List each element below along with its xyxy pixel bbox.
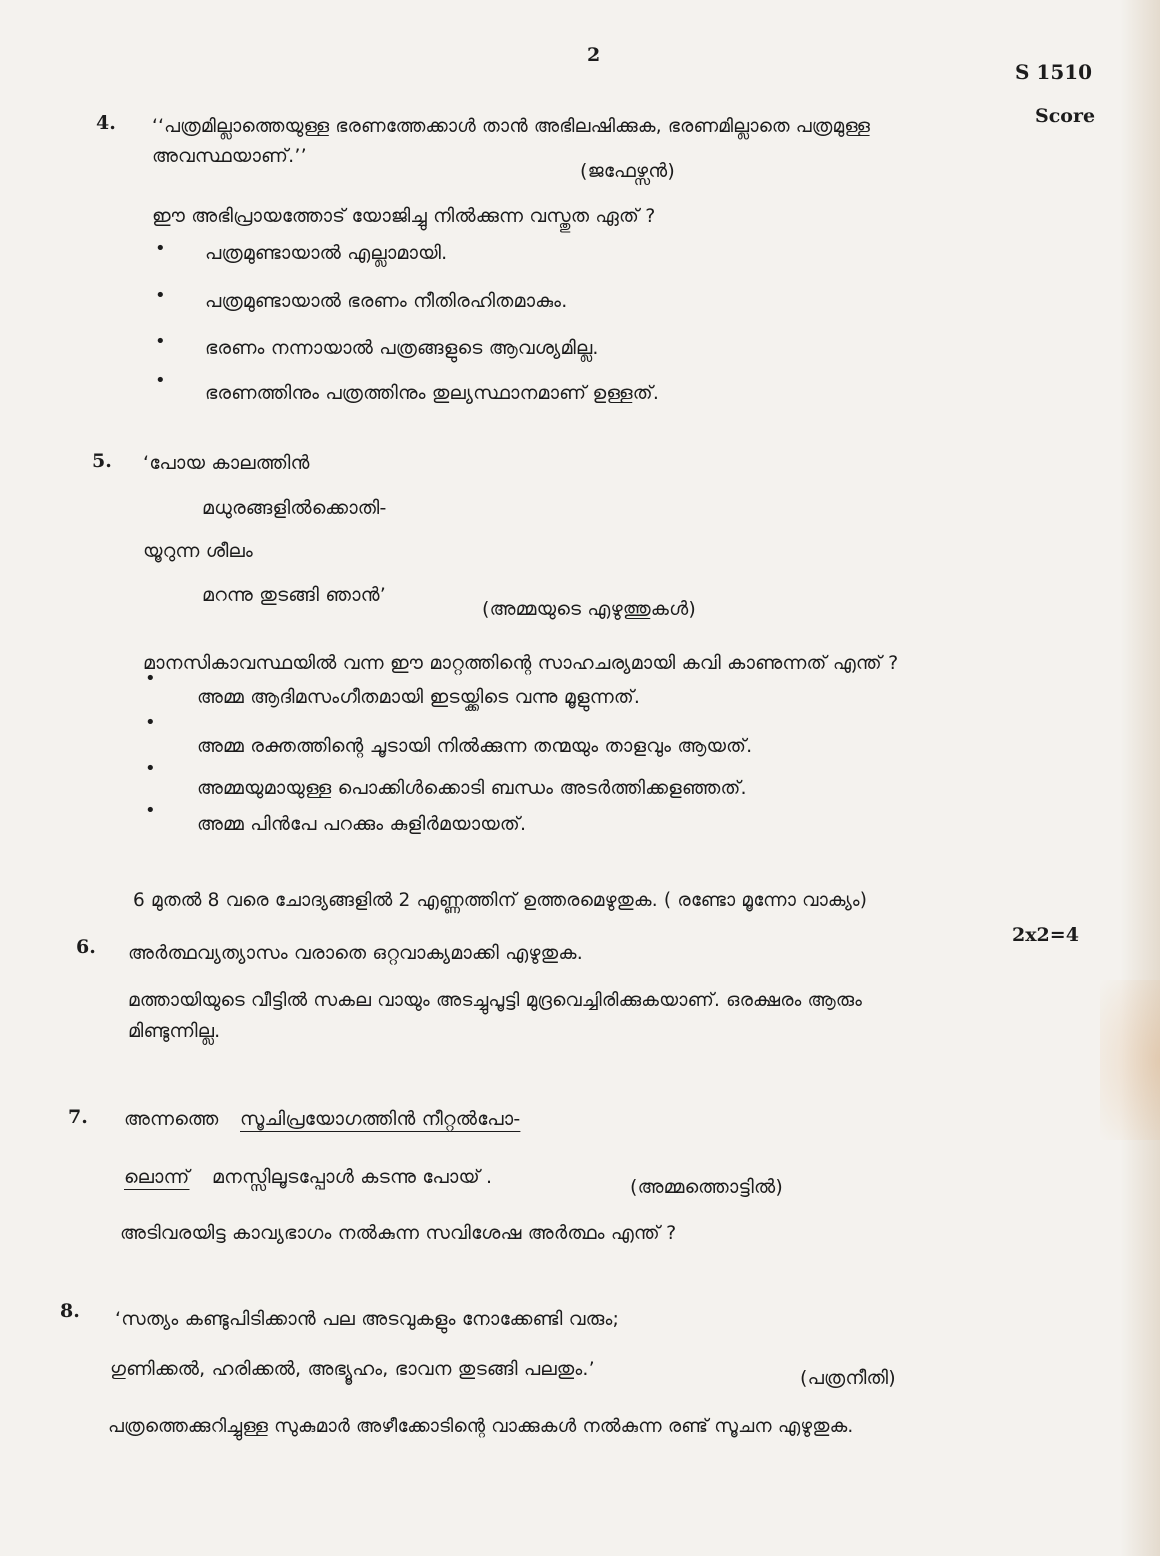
option-bullet: •	[145, 668, 156, 689]
question-5-option-3: അമ്മയുമായുള്ള പൊക്കിൾക്കൊടി ബന്ധം അടർത്തിക്കളഞ്ഞത്.	[197, 777, 747, 799]
question-4-source: (ജഫേഴ്സൻ)	[580, 160, 675, 182]
question-5-prompt: മാനസികാവസ്ഥയിൽ വന്ന ഈ മാറ്റത്തിന്റെ സാഹചര്യമായി കവി കാണുന്നത് എന്ത് ?	[143, 652, 899, 674]
option-bullet: •	[145, 758, 156, 779]
question-7-line1-underlined: സൂചിപ്രയോഗത്തിൻ നീറ്റൽപോ-	[240, 1108, 521, 1130]
question-4-option-2: പത്രമുണ്ടായാൽ ഭരണം നീതിരഹിതമാകും.	[205, 290, 568, 312]
question-4-prompt: ഈ അഭിപ്രായത്തോട് യോജിച്ചു നിൽക്കുന്ന വസ്തുത ഏത് ?	[152, 205, 656, 227]
question-4-option-1: പത്രമുണ്ടായാൽ എല്ലാമായി.	[205, 242, 448, 264]
question-5-source: (അമ്മയുടെ എഴുത്തുകൾ)	[482, 598, 697, 620]
question-6-prompt: അർത്ഥവ്യത്യാസം വരാതെ ഒറ്റവാക്യമാക്കി എഴുതുക.	[128, 942, 583, 964]
question-8-quote-line2: ഗുണിക്കൽ, ഹരിക്കൽ, അഭ്യൂഹം, ഭാവന തുടങ്ങി പലതും.’	[110, 1358, 595, 1380]
question-6-text-line2: മിണ്ടുന്നില്ല.	[128, 1020, 221, 1042]
question-7-line2-underlined: ലൊന്ന്	[124, 1166, 190, 1188]
question-8-prompt: പത്രത്തെക്കുറിച്ചുള്ള സുകുമാർ അഴീക്കോടിന്റെ വാക്കുകൾ നൽകുന്ന രണ്ട് സൂചന എഴുതുക.	[108, 1416, 854, 1437]
page-edge-shadow	[1120, 0, 1160, 1556]
question-4-option-4: ഭരണത്തിനും പത്രത്തിനും തുല്യസ്ഥാനമാണ് ഉള്ളത്.	[205, 382, 660, 404]
question-7-source: (അമ്മത്തൊട്ടിൽ)	[630, 1176, 783, 1198]
question-5-poem-line3: യൂറുന്ന ശീലം	[143, 540, 253, 562]
question-5-option-2: അമ്മ രക്തത്തിന്റെ ചൂടായി നിൽക്കുന്ന തന്മയും താളവും ആയത്.	[197, 735, 753, 757]
question-7-line1-plain: അന്നത്തെ	[124, 1108, 219, 1130]
question-4-option-3: ഭരണം നന്നായാൽ പത്രങ്ങളുടെ ആവശ്യമില്ല.	[205, 337, 599, 359]
question-7-number: 7.	[68, 1106, 88, 1128]
question-5-poem-line4: മറന്നു തുടങ്ങി ഞാൻ’	[202, 584, 387, 606]
question-7-prompt: അടിവരയിട്ട കാവ്യഭാഗം നൽകുന്ന സവിശേഷ അർത്ഥം എന്ത് ?	[120, 1222, 677, 1244]
paper-code: S 1510	[1015, 60, 1093, 84]
score-label: Score	[1035, 105, 1096, 127]
question-5-number: 5.	[92, 450, 112, 472]
page-edge-stain	[1100, 980, 1160, 1140]
question-5-poem-line2: മധുരങ്ങളിൽക്കൊതി-	[202, 497, 387, 519]
question-4-number: 4.	[96, 112, 116, 134]
option-bullet: •	[155, 370, 166, 391]
question-8-number: 8.	[60, 1300, 80, 1322]
question-5-option-4: അമ്മ പിൻപേ പറക്കും കുളിർമയായത്.	[197, 813, 527, 835]
question-5-poem-line1: ‘പോയ കാലത്തിൻ	[143, 452, 310, 474]
question-4-quote-line2: അവസ്ഥയാണ്.’’	[152, 145, 307, 167]
question-4-quote-line1: ‘‘പത്രമില്ലാത്തെയുള്ള ഭരണത്തേക്കാൾ താൻ അഭിലഷിക്കുക, ഭരണമില്ലാതെ പത്രമുള്ള	[152, 116, 871, 137]
section-instruction: 6 മുതൽ 8 വരെ ചോദ്യങ്ങളിൽ 2 എണ്ണത്തിന് ഉത്തരമെഴുതുക. ( രണ്ടോ മൂന്നോ വാക്യം)	[133, 890, 868, 911]
question-8-source: (പത്രനീതി)	[800, 1367, 896, 1389]
page-number: 2	[587, 44, 601, 66]
option-bullet: •	[155, 285, 166, 306]
question-6-text-line1: മത്തായിയുടെ വീട്ടിൽ സകല വായും അടച്ചുപൂട്ടി മുദ്രവെച്ചിരിക്കുകയാണ്. ഒരക്ഷരം ആരും	[128, 990, 863, 1011]
question-5-option-1: അമ്മ ആദിമസംഗീതമായി ഇടയ്ക്കിടെ വന്നു മൂളുന്നത്.	[197, 686, 641, 708]
question-7-line2-plain: മനസ്സിലൂടപ്പോൾ കടന്നു പോയ് .	[212, 1166, 493, 1188]
question-8-quote-line1: ‘സത്യം കണ്ടുപിടിക്കാൻ പല അടവുകളും നോക്കേണ്ടി വരും;	[115, 1308, 620, 1330]
option-bullet: •	[155, 238, 166, 259]
option-bullet: •	[145, 712, 156, 733]
option-bullet: •	[145, 800, 156, 821]
option-bullet: •	[155, 331, 166, 352]
section-score: 2x2=4	[1012, 924, 1079, 946]
question-6-number: 6.	[76, 936, 96, 958]
